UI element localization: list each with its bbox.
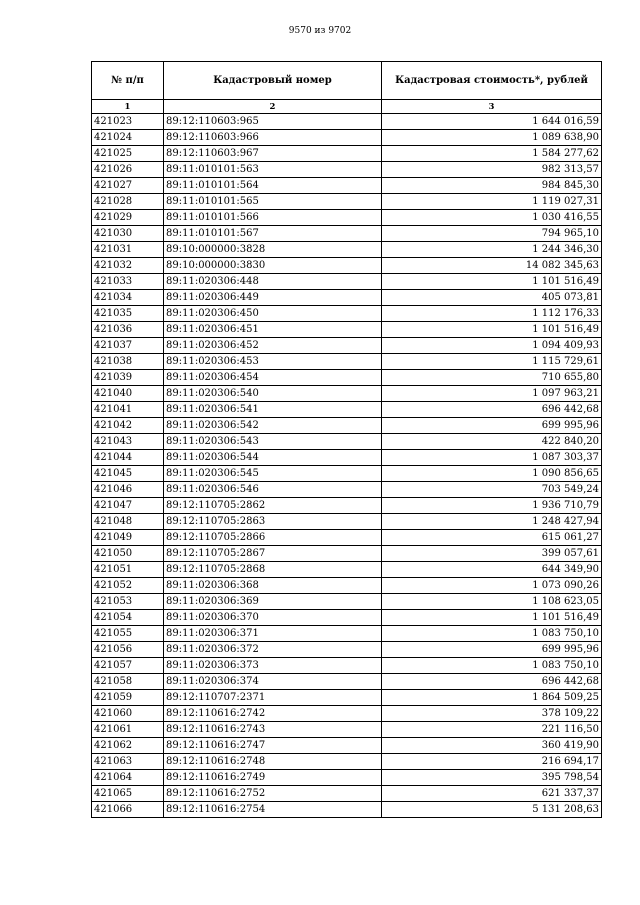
header-row-number: № п/п <box>92 62 164 100</box>
table-row <box>92 274 602 290</box>
row-number-cell: 421027 <box>92 178 164 194</box>
cadastral-number-cell: 89:11:010101:563 <box>164 162 382 178</box>
row-number-cell: 421054 <box>92 610 164 626</box>
cadastral-number-cell: 89:12:110705:2866 <box>164 530 382 546</box>
cadastral-value-cell: 982 313,57 <box>382 162 602 178</box>
table-row <box>92 354 602 370</box>
cadastral-value-cell: 405 073,81 <box>382 290 602 306</box>
cadastral-number-cell: 89:11:010101:564 <box>164 178 382 194</box>
table-row <box>92 290 602 306</box>
table-row <box>92 386 602 402</box>
cadastral-number-cell: 89:12:110616:2754 <box>164 802 382 818</box>
row-number-cell: 421041 <box>92 402 164 418</box>
cadastral-value-cell: 644 349,90 <box>382 562 602 578</box>
row-number-cell: 421031 <box>92 242 164 258</box>
cadastral-number-cell: 89:12:110705:2868 <box>164 562 382 578</box>
table-row <box>92 626 602 642</box>
row-number-cell: 421055 <box>92 626 164 642</box>
table-row <box>92 178 602 194</box>
cadastral-number-cell: 89:11:020306:370 <box>164 610 382 626</box>
cadastral-number-cell: 89:11:020306:371 <box>164 626 382 642</box>
column-number-3: 3 <box>382 100 602 114</box>
table-row <box>92 482 602 498</box>
row-number-cell: 421040 <box>92 386 164 402</box>
cadastral-value-cell: 696 442,68 <box>382 674 602 690</box>
row-number-cell: 421051 <box>92 562 164 578</box>
table-row <box>92 530 602 546</box>
cadastral-number-cell: 89:12:110603:966 <box>164 130 382 146</box>
table-row <box>92 226 602 242</box>
row-number-cell: 421049 <box>92 530 164 546</box>
cadastral-number-cell: 89:11:020306:453 <box>164 354 382 370</box>
cadastral-number-cell: 89:12:110616:2742 <box>164 706 382 722</box>
cadastral-value-cell: 794 965,10 <box>382 226 602 242</box>
cadastral-value-cell: 696 442,68 <box>382 402 602 418</box>
cadastral-value-cell: 984 845,30 <box>382 178 602 194</box>
row-number-cell: 421063 <box>92 754 164 770</box>
cadastral-value-cell: 399 057,61 <box>382 546 602 562</box>
column-number-row <box>92 100 602 114</box>
table-row <box>92 466 602 482</box>
table-header-row <box>92 62 602 100</box>
table-body <box>92 114 602 818</box>
cadastral-value-cell: 221 116,50 <box>382 722 602 738</box>
row-number-cell: 421050 <box>92 546 164 562</box>
row-number-cell: 421057 <box>92 658 164 674</box>
table-row <box>92 146 602 162</box>
table-row <box>92 434 602 450</box>
row-number-cell: 421037 <box>92 338 164 354</box>
row-number-cell: 421034 <box>92 290 164 306</box>
row-number-cell: 421062 <box>92 738 164 754</box>
row-number-cell: 421035 <box>92 306 164 322</box>
cadastral-number-cell: 89:10:000000:3828 <box>164 242 382 258</box>
row-number-cell: 421038 <box>92 354 164 370</box>
cadastral-number-cell: 89:10:000000:3830 <box>164 258 382 274</box>
table-row <box>92 370 602 386</box>
table-row <box>92 450 602 466</box>
cadastral-number-cell: 89:11:020306:540 <box>164 386 382 402</box>
cadastral-value-cell: 1 108 623,05 <box>382 594 602 610</box>
cadastral-value-cell: 1 101 516,49 <box>382 610 602 626</box>
row-number-cell: 421028 <box>92 194 164 210</box>
table-row <box>92 162 602 178</box>
cadastral-number-cell: 89:11:020306:373 <box>164 658 382 674</box>
row-number-cell: 421066 <box>92 802 164 818</box>
cadastral-value-cell: 1 101 516,49 <box>382 274 602 290</box>
row-number-cell: 421061 <box>92 722 164 738</box>
cadastral-value-cell: 1 073 090,26 <box>382 578 602 594</box>
table-row <box>92 402 602 418</box>
cadastral-number-cell: 89:12:110705:2867 <box>164 546 382 562</box>
cadastral-number-cell: 89:11:020306:541 <box>164 402 382 418</box>
cadastral-number-cell: 89:11:020306:546 <box>164 482 382 498</box>
table-row <box>92 258 602 274</box>
cadastral-value-cell: 1 087 303,37 <box>382 450 602 466</box>
cadastral-value-cell: 615 061,27 <box>382 530 602 546</box>
cadastral-value-cell: 216 694,17 <box>382 754 602 770</box>
table-row <box>92 610 602 626</box>
cadastral-number-cell: 89:12:110616:2747 <box>164 738 382 754</box>
cadastral-value-cell: 1 644 016,59 <box>382 114 602 130</box>
cadastral-value-cell: 1 097 963,21 <box>382 386 602 402</box>
cadastral-number-cell: 89:11:020306:449 <box>164 290 382 306</box>
cadastral-value-cell: 1 119 027,31 <box>382 194 602 210</box>
cadastral-number-cell: 89:12:110616:2748 <box>164 754 382 770</box>
cadastral-number-cell: 89:11:020306:545 <box>164 466 382 482</box>
row-number-cell: 421029 <box>92 210 164 226</box>
row-number-cell: 421023 <box>92 114 164 130</box>
cadastral-number-cell: 89:11:020306:369 <box>164 594 382 610</box>
cadastral-number-cell: 89:11:010101:565 <box>164 194 382 210</box>
cadastral-value-cell: 360 419,90 <box>382 738 602 754</box>
table-row <box>92 690 602 706</box>
cadastral-value-cell: 1 936 710,79 <box>382 498 602 514</box>
cadastral-number-cell: 89:12:110705:2863 <box>164 514 382 530</box>
row-number-cell: 421058 <box>92 674 164 690</box>
table-row <box>92 338 602 354</box>
table-row <box>92 306 602 322</box>
row-number-cell: 421032 <box>92 258 164 274</box>
cadastral-value-cell: 378 109,22 <box>382 706 602 722</box>
cadastral-number-cell: 89:12:110616:2752 <box>164 786 382 802</box>
cadastral-number-cell: 89:12:110603:967 <box>164 146 382 162</box>
row-number-cell: 421039 <box>92 370 164 386</box>
row-number-cell: 421056 <box>92 642 164 658</box>
cadastral-value-cell: 1 089 638,90 <box>382 130 602 146</box>
table-row <box>92 578 602 594</box>
cadastral-number-cell: 89:12:110707:2371 <box>164 690 382 706</box>
table-row <box>92 210 602 226</box>
cadastral-number-cell: 89:11:020306:450 <box>164 306 382 322</box>
cadastral-number-cell: 89:12:110603:965 <box>164 114 382 130</box>
table-row <box>92 194 602 210</box>
row-number-cell: 421030 <box>92 226 164 242</box>
cadastral-number-cell: 89:11:020306:454 <box>164 370 382 386</box>
cadastral-value-cell: 1 244 346,30 <box>382 242 602 258</box>
cadastral-number-cell: 89:11:020306:543 <box>164 434 382 450</box>
cadastral-value-cell: 1 101 516,49 <box>382 322 602 338</box>
cadastral-value-table <box>91 61 602 818</box>
table-row <box>92 514 602 530</box>
table-row <box>92 642 602 658</box>
cadastral-number-cell: 89:11:020306:451 <box>164 322 382 338</box>
cadastral-value-cell: 1 090 856,65 <box>382 466 602 482</box>
cadastral-number-cell: 89:11:010101:566 <box>164 210 382 226</box>
row-number-cell: 421046 <box>92 482 164 498</box>
table-row <box>92 546 602 562</box>
header-cadastral-value: Кадастровая стоимость*, рублей <box>382 62 602 100</box>
table-row <box>92 562 602 578</box>
cadastral-value-cell: 422 840,20 <box>382 434 602 450</box>
cadastral-number-cell: 89:12:110705:2862 <box>164 498 382 514</box>
cadastral-number-cell: 89:11:020306:372 <box>164 642 382 658</box>
column-number-2: 2 <box>164 100 382 114</box>
table-row <box>92 802 602 818</box>
table-row <box>92 754 602 770</box>
table-row <box>92 594 602 610</box>
row-number-cell: 421065 <box>92 786 164 802</box>
cadastral-value-cell: 710 655,80 <box>382 370 602 386</box>
row-number-cell: 421026 <box>92 162 164 178</box>
table-row <box>92 130 602 146</box>
cadastral-value-cell: 621 337,37 <box>382 786 602 802</box>
cadastral-number-cell: 89:11:020306:368 <box>164 578 382 594</box>
table-row <box>92 786 602 802</box>
row-number-cell: 421033 <box>92 274 164 290</box>
table-row <box>92 322 602 338</box>
cadastral-value-cell: 1 083 750,10 <box>382 658 602 674</box>
cadastral-value-cell: 699 995,96 <box>382 418 602 434</box>
cadastral-value-cell: 1 864 509,25 <box>382 690 602 706</box>
table-row <box>92 114 602 130</box>
cadastral-number-cell: 89:12:110616:2743 <box>164 722 382 738</box>
header-cadastral-number: Кадастровый номер <box>164 62 382 100</box>
page-number: 9570 из 9702 <box>288 26 352 36</box>
table-row <box>92 242 602 258</box>
cadastral-number-cell: 89:12:110616:2749 <box>164 770 382 786</box>
cadastral-number-cell: 89:11:010101:567 <box>164 226 382 242</box>
row-number-cell: 421053 <box>92 594 164 610</box>
row-number-cell: 421060 <box>92 706 164 722</box>
cadastral-number-cell: 89:11:020306:544 <box>164 450 382 466</box>
table-row <box>92 706 602 722</box>
row-number-cell: 421042 <box>92 418 164 434</box>
cadastral-value-cell: 1 083 750,10 <box>382 626 602 642</box>
cadastral-number-cell: 89:11:020306:542 <box>164 418 382 434</box>
table-row <box>92 498 602 514</box>
cadastral-value-cell: 703 549,24 <box>382 482 602 498</box>
cadastral-value-cell: 5 131 208,63 <box>382 802 602 818</box>
table-row <box>92 418 602 434</box>
row-number-cell: 421036 <box>92 322 164 338</box>
cadastral-value-cell: 1 094 409,93 <box>382 338 602 354</box>
table-row <box>92 674 602 690</box>
cadastral-value-cell: 1 584 277,62 <box>382 146 602 162</box>
table-row <box>92 738 602 754</box>
row-number-cell: 421047 <box>92 498 164 514</box>
cadastral-value-cell: 1 030 416,55 <box>382 210 602 226</box>
cadastral-value-cell: 1 248 427,94 <box>382 514 602 530</box>
table-row <box>92 722 602 738</box>
cadastral-value-cell: 699 995,96 <box>382 642 602 658</box>
row-number-cell: 421024 <box>92 130 164 146</box>
row-number-cell: 421064 <box>92 770 164 786</box>
cadastral-number-cell: 89:11:020306:452 <box>164 338 382 354</box>
row-number-cell: 421044 <box>92 450 164 466</box>
row-number-cell: 421045 <box>92 466 164 482</box>
cadastral-value-cell: 1 112 176,33 <box>382 306 602 322</box>
cadastral-number-cell: 89:11:020306:448 <box>164 274 382 290</box>
row-number-cell: 421059 <box>92 690 164 706</box>
cadastral-number-cell: 89:11:020306:374 <box>164 674 382 690</box>
cadastral-value-cell: 14 082 345,63 <box>382 258 602 274</box>
row-number-cell: 421025 <box>92 146 164 162</box>
cadastral-value-cell: 1 115 729,61 <box>382 354 602 370</box>
column-number-1: 1 <box>92 100 164 114</box>
cadastral-value-cell: 395 798,54 <box>382 770 602 786</box>
row-number-cell: 421043 <box>92 434 164 450</box>
row-number-cell: 421052 <box>92 578 164 594</box>
row-number-cell: 421048 <box>92 514 164 530</box>
table-row <box>92 658 602 674</box>
table-row <box>92 770 602 786</box>
